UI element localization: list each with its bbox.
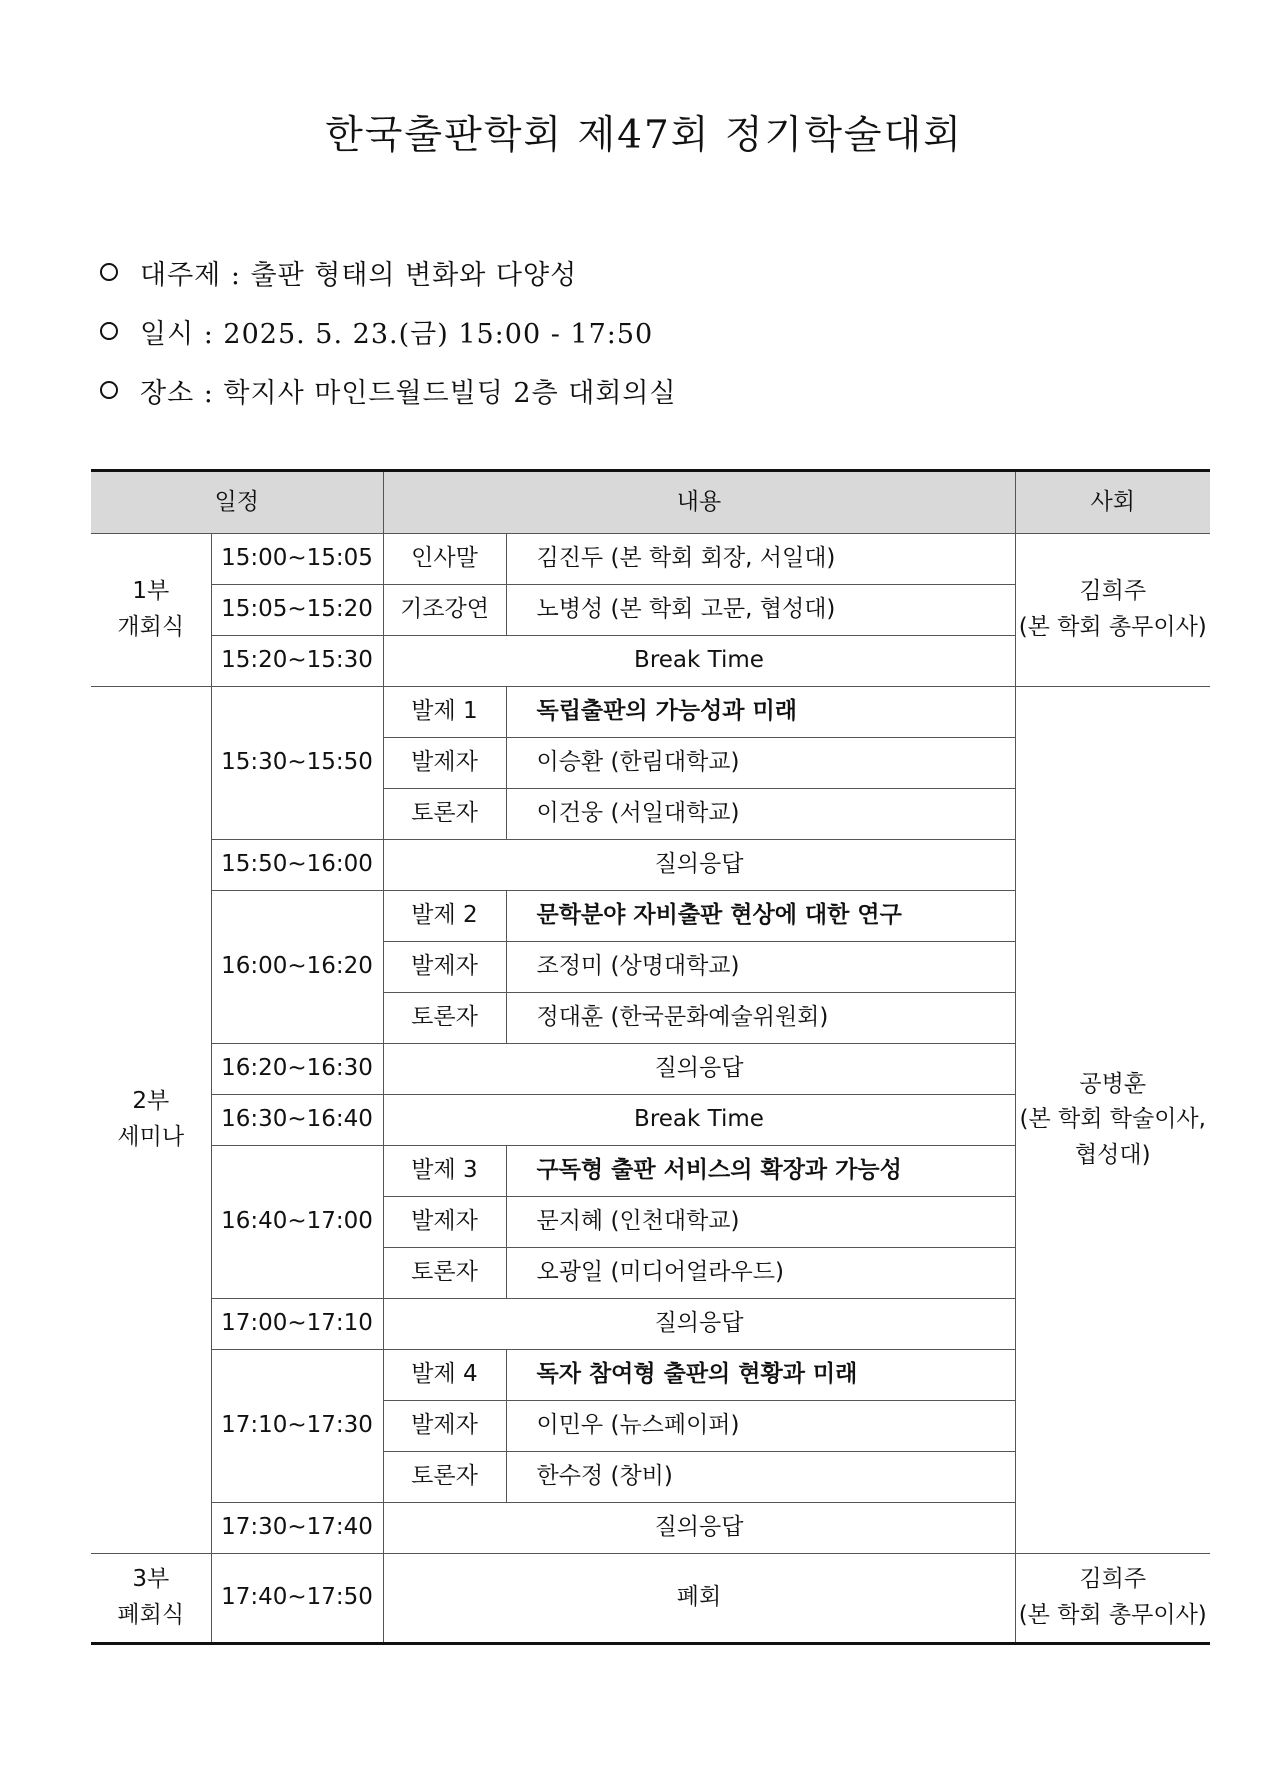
part-cell (91, 687, 211, 1554)
content-cell: 이민우 (뉴스페이퍼) (506, 1401, 1015, 1452)
info-venue (100, 374, 677, 433)
content-cell: 질의응답 (383, 840, 1015, 891)
time-cell: 17:40~17:50 (211, 1554, 383, 1644)
part-name: 개회식 (117, 614, 185, 640)
time-cell: 15:50~16:00 (211, 840, 383, 891)
time-cell: 17:30~17:40 (211, 1503, 383, 1554)
label-cell: 토론자 (383, 1452, 506, 1503)
info-venue-text: 장소 : 학지사 마인드월드빌딩 2층 대회의실 (140, 378, 677, 409)
table-row (91, 687, 1210, 738)
topic-cell: 독립출판의 가능성과 미래 (506, 687, 1015, 738)
event-info (100, 256, 677, 433)
time-cell: 17:10~17:30 (211, 1350, 383, 1503)
time-cell: 16:30~16:40 (211, 1095, 383, 1146)
time-cell: 16:40~17:00 (211, 1146, 383, 1299)
topic-cell: 독자 참여형 출판의 현황과 미래 (506, 1350, 1015, 1401)
content-cell: 정대훈 (한국문화예술위원회) (506, 993, 1015, 1044)
part-name: 폐회식 (117, 1602, 185, 1628)
time-cell: 15:30~15:50 (211, 687, 383, 840)
table-row (91, 534, 1210, 585)
moderator-role: (본 학회 총무이사) (1018, 614, 1207, 640)
content-cell: 한수정 (창비) (506, 1452, 1015, 1503)
topic-cell: 문학분야 자비출판 현상에 대한 연구 (506, 891, 1015, 942)
moderator-role: (본 학회 총무이사) (1018, 1602, 1207, 1628)
moderator-name: 김희주 (1079, 578, 1147, 605)
page-title: 한국출판학회 제47회 정기학술대회 (325, 113, 963, 158)
table-header-row (91, 471, 1210, 534)
time-cell: 15:20~15:30 (211, 636, 383, 687)
moderator-cell (1015, 687, 1210, 1554)
part-cell (91, 1554, 211, 1644)
time-cell: 17:00~17:10 (211, 1299, 383, 1350)
part-name: 세미나 (117, 1124, 185, 1150)
topic-cell: 구독형 출판 서비스의 확장과 가능성 (506, 1146, 1015, 1197)
content-cell: 노병성 (본 학회 고문, 협성대) (506, 585, 1015, 636)
label-cell: 발제 2 (383, 891, 506, 942)
bullet-icon (100, 263, 118, 281)
label-cell: 토론자 (383, 789, 506, 840)
part-number: 1부 (132, 578, 170, 605)
moderator-name: 김희주 (1079, 1566, 1147, 1593)
content-cell: 질의응답 (383, 1299, 1015, 1350)
content-cell: 질의응답 (383, 1044, 1015, 1095)
content-cell: 오광일 (미디어얼라우드) (506, 1248, 1015, 1299)
bullet-icon (100, 322, 118, 340)
label-cell: 기조강연 (383, 585, 506, 636)
part-cell (91, 534, 211, 687)
time-cell: 16:20~16:30 (211, 1044, 383, 1095)
time-cell: 15:00~15:05 (211, 534, 383, 585)
header-schedule: 일정 (91, 471, 383, 534)
info-date-text: 일시 : 2025. 5. 23.(금) 15:00 - 17:50 (140, 319, 654, 350)
label-cell: 발제 4 (383, 1350, 506, 1401)
schedule-table (91, 469, 1210, 1645)
label-cell: 발제 1 (383, 687, 506, 738)
moderator-affiliation: 협성대) (1074, 1141, 1151, 1168)
content-cell: 김진두 (본 학회 회장, 서일대) (506, 534, 1015, 585)
part-number: 2부 (132, 1088, 170, 1115)
label-cell: 토론자 (383, 1248, 506, 1299)
part-number: 3부 (132, 1566, 170, 1593)
bullet-icon (100, 381, 118, 399)
moderator-cell (1015, 534, 1210, 687)
table-row (91, 1554, 1210, 1644)
time-cell: 15:05~15:20 (211, 585, 383, 636)
label-cell: 발제자 (383, 1401, 506, 1452)
moderator-cell (1015, 1554, 1210, 1644)
content-cell: 이건웅 (서일대학교) (506, 789, 1015, 840)
moderator-name: 공병훈 (1079, 1070, 1147, 1097)
content-cell: 문지혜 (인천대학교) (506, 1197, 1015, 1248)
label-cell: 발제자 (383, 1197, 506, 1248)
info-theme-text: 대주제 : 출판 형태의 변화와 다양성 (140, 260, 578, 291)
content-cell: 조정미 (상명대학교) (506, 942, 1015, 993)
content-cell: Break Time (383, 1095, 1015, 1146)
content-cell: 이승환 (한림대학교) (506, 738, 1015, 789)
label-cell: 발제 3 (383, 1146, 506, 1197)
info-theme (100, 256, 677, 315)
label-cell: 토론자 (383, 993, 506, 1044)
label-cell: 인사말 (383, 534, 506, 585)
content-cell: 폐회 (383, 1554, 1015, 1644)
info-date (100, 315, 677, 374)
moderator-role: (본 학회 학술이사, (1019, 1106, 1206, 1133)
label-cell: 발제자 (383, 942, 506, 993)
label-cell: 발제자 (383, 738, 506, 789)
header-content: 내용 (383, 471, 1015, 534)
header-moderator: 사회 (1015, 471, 1210, 534)
content-cell: Break Time (383, 636, 1015, 687)
content-cell: 질의응답 (383, 1503, 1015, 1554)
time-cell: 16:00~16:20 (211, 891, 383, 1044)
